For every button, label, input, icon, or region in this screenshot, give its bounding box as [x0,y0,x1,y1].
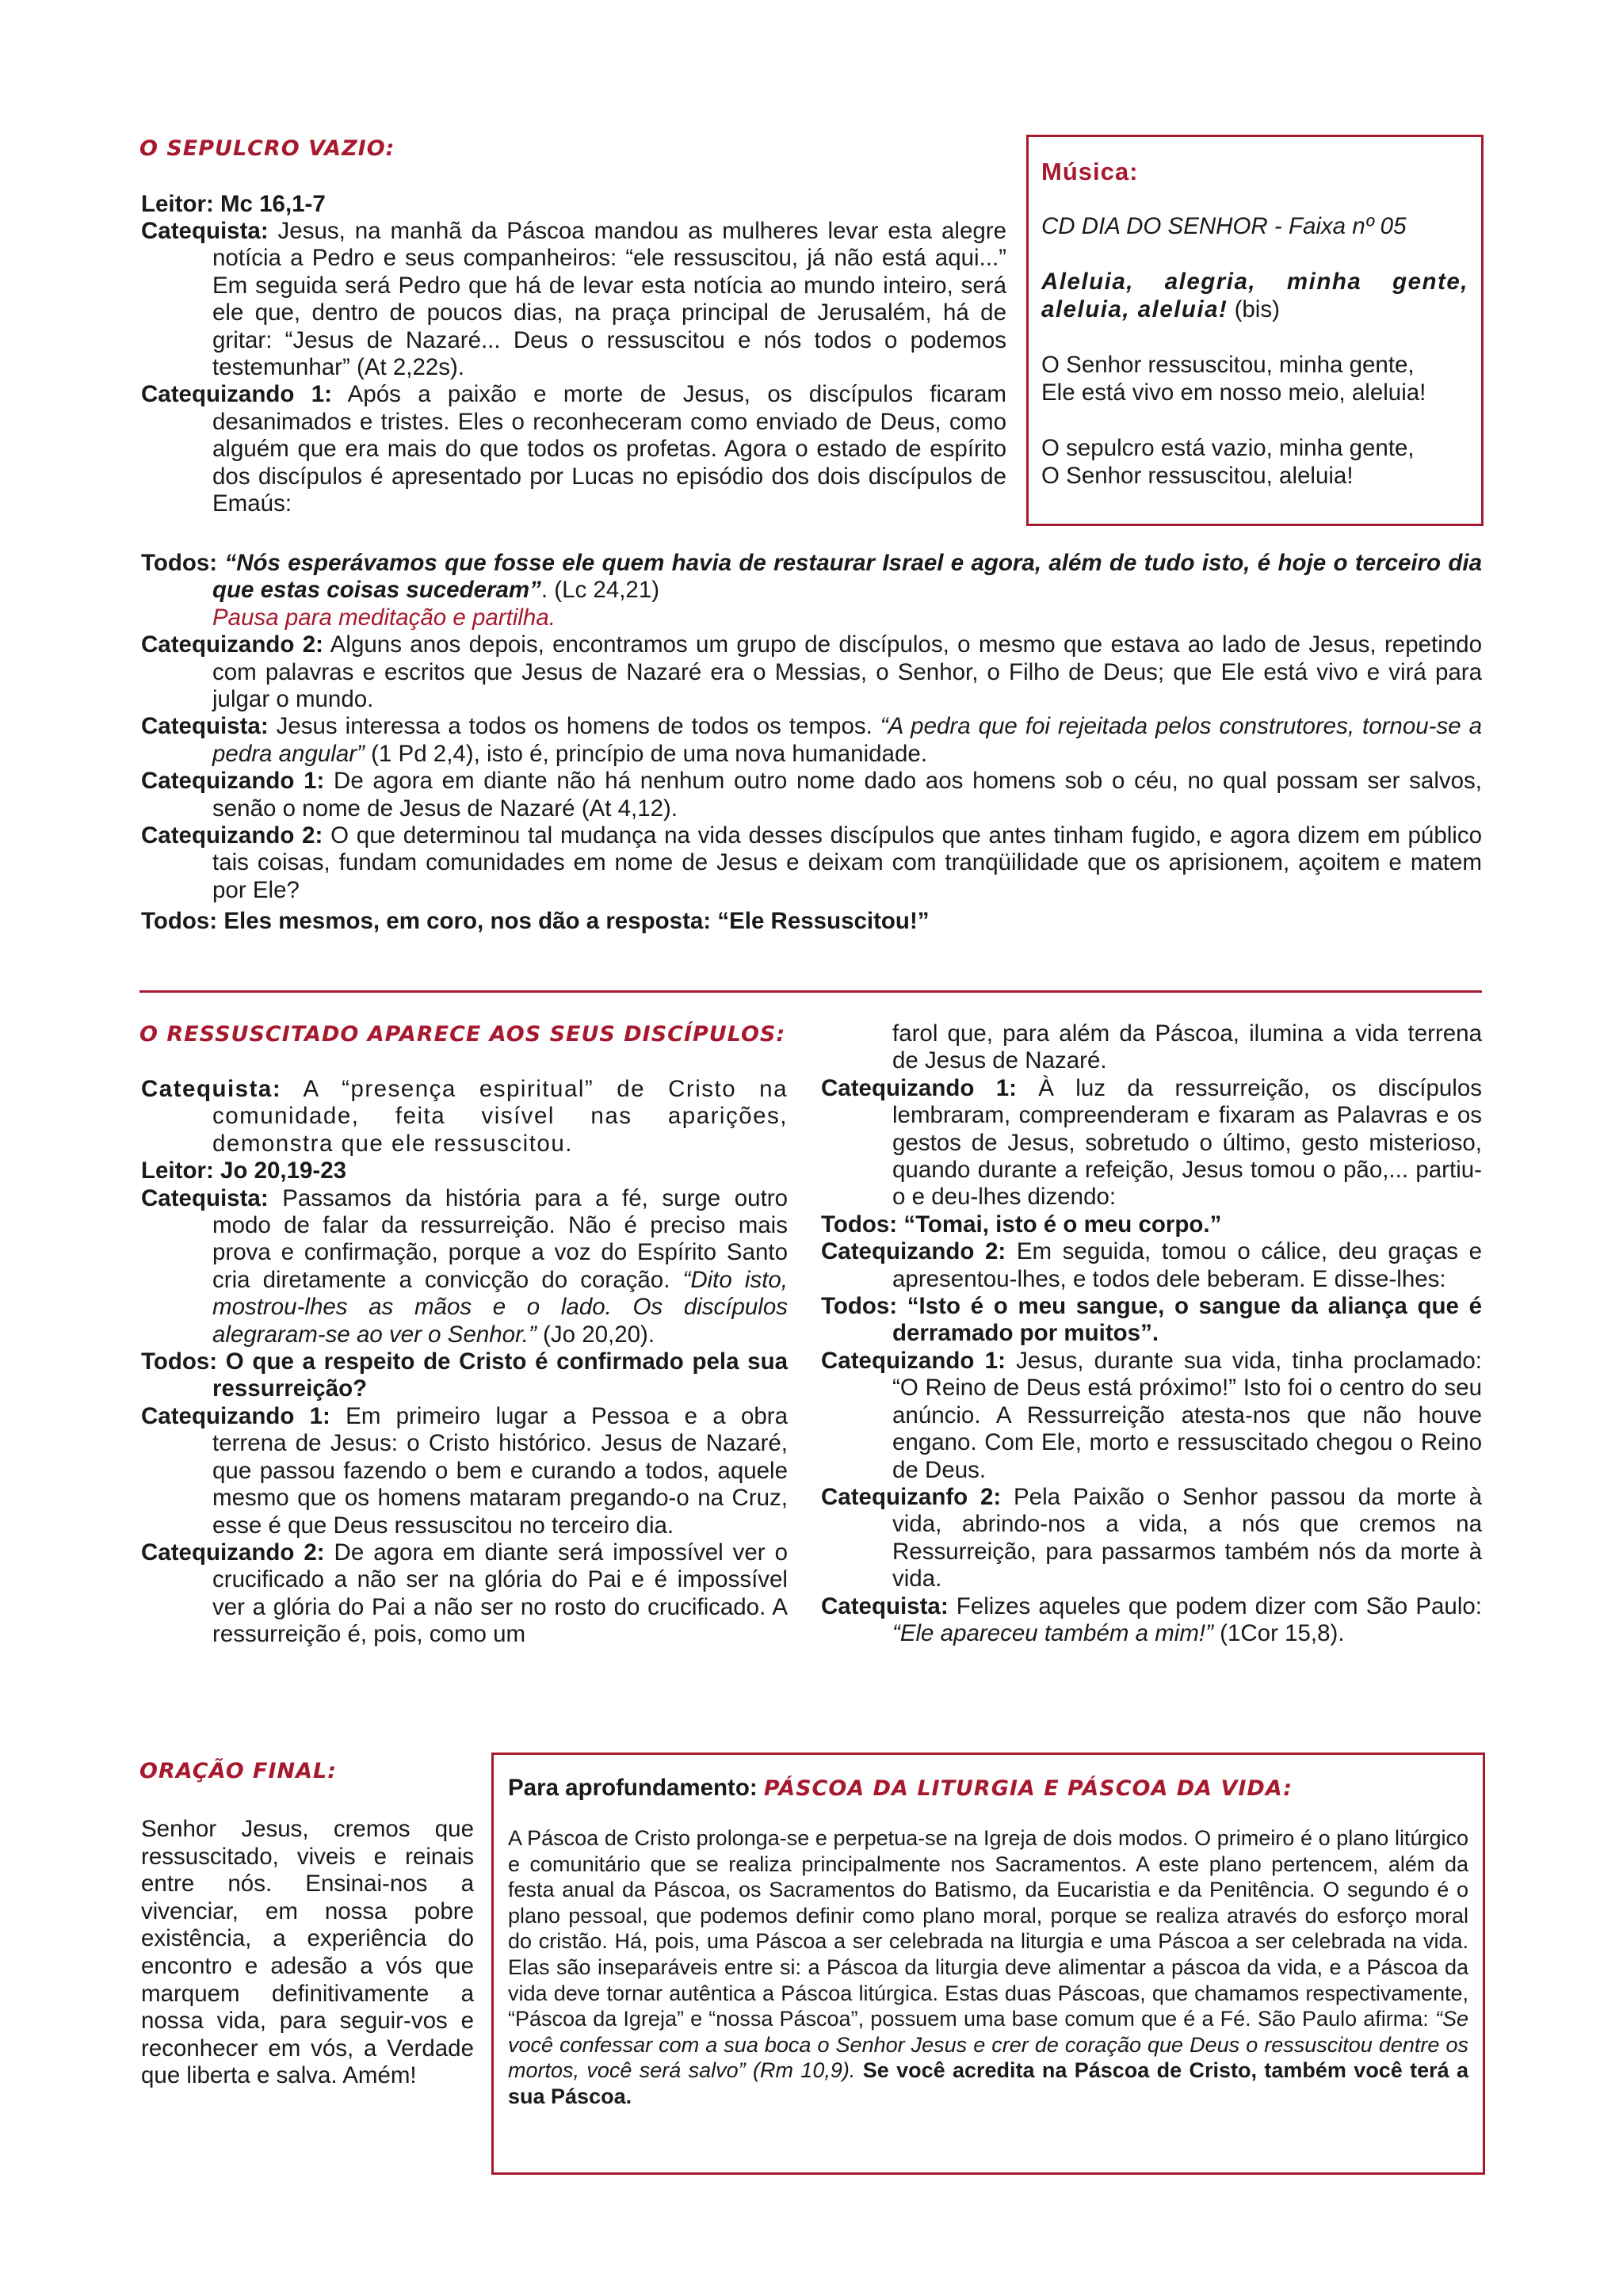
todos-response: Todos: Eles mesmos, em coro, nos dão a resposta: “Ele Ressuscitou!” [141,908,930,935]
dialogue-entry [141,631,1482,713]
dialogue-text: Alguns anos depois, encontramos um grupo de discípulos, o mesmo que estava ao lado de Jesus, repetindo com palavras e escritos que Jesus de Nazaré era o Messias, o Senhor, o Filho de Deus; que Ele está vivo e virá para julgar o mundo. [212,631,1482,713]
music-title: Música: [1041,158,1139,185]
dialogue-text: Jesus interessa a todos os homens de todos os tempos. [268,713,880,740]
reference: . (Lc 24,21) [540,577,660,604]
section-heading-sepulcro: O SEPULCRO VAZIO: [139,136,395,161]
dialogue-entry [141,218,1006,381]
dialogue-text: Jesus, durante sua vida, tinha proclamado: “O Reino de Deus está próximo!” Isto foi o centro do seu anúncio. A Ressurreição atesta-nos que não houve engano. Com Ele, morto e ressuscitado chegou o Reino de Deus. [892,1347,1482,1483]
speaker: Catequizanfo 2: [821,1483,1002,1510]
dialogue-entry [141,768,1482,822]
speaker: Catequizando 2: [141,631,323,658]
dialogue-text: De agora em diante não há nenhum outro nome dado aos homens sob o céu, no qual possam ser salvos, senão o nome de Jesus de Nazaré (At 4,12). [212,768,1482,822]
dialogue-text: (1 Pd 2,4), isto é, princípio de uma nova humanidade. [364,740,927,767]
music-verse2-line1: O sepulcro está vazio, minha gente, [1041,435,1415,461]
dialogue-entry [141,713,1482,768]
section-divider [139,990,1482,993]
speaker: Catequizando 1: [141,768,325,795]
dialogue-text: À luz da ressurreição, os discípulos lembraram, compreenderam e fixaram as Palavras e os gestos de Jesus, sobretudo o último, gesto misterioso, quando durante a refeição, Jesus tomou o pão,... partiu-o e deu-lhes dizendo: [892,1074,1483,1211]
speaker: Catequista: [141,218,269,244]
speaker: Catequista: [141,713,269,740]
dialogue-text: Após a paixão e morte de Jesus, os discípulos ficaram desanimados e tristes. Eles o reconheceram como enviado de Deus, como alguém que era mais do que todos os profetas. Agora o estado de espírito dos discípulos é apresentado por Lucas no episódio dos dois discípulos de Emaús: [212,381,1007,517]
dialogue-text: Pela Paixão o Senhor passou da morte à vida, abrindo-nos a vida, a nós que cremos na Ressurreição, para passarmos também nós da morte à vida. [892,1483,1482,1592]
speaker: Catequizando 1: [821,1347,1006,1374]
quote: “A pedra que foi rejeitada pelos construtores, tornou-se a pedra angular” [212,713,1482,767]
deepening-title [508,1772,1468,1805]
deepening-box [491,1753,1485,2175]
speaker: Catequizando 2: [141,822,323,849]
todos-response: Todos: O que a respeito de Cristo é confirmado pela sua ressurreição? [141,1348,788,1402]
refrain-bis: (bis) [1228,296,1280,322]
dialogue-entry [141,1185,788,1348]
section-heading-ressuscitado: O RESSUSCITADO APARECE AOS SEUS DISCÍPULOS: [139,1022,786,1047]
deepening-conclusion: Se você acredita na Páscoa de Cristo, também você terá a sua Páscoa. [508,2058,1468,2108]
pause-note: Pausa para meditação e partilha. [212,604,556,631]
refrain-text: Aleluia, alegria, minha gente, aleluia, aleluia! [1041,269,1468,322]
dialogue-entry [141,1403,788,1539]
music-refrain [1041,268,1468,323]
speaker: Catequizando 2: [141,1539,325,1566]
speaker: Todos: [141,550,218,576]
dialogue-text: A “presença espiritual” de Cristo na comunidade, feita visível nas aparições, demonstra que ele ressuscitou. [212,1076,788,1157]
dialogue-entry [141,381,1006,517]
section-heading-oracao: ORAÇÃO FINAL: [139,1759,338,1783]
dialogue-text: O que determinou tal mudança na vida desses discípulos que antes tinham fugido, e agora dizem em público tais coisas, fundam comunidades em nome de Jesus e deixam com tranqüilidade que os aprisionem, açoitem e matem por Ele? [212,822,1482,903]
quote: “Ele apareceu também a mim!” [892,1619,1213,1646]
todos-response: Todos: “Isto é o meu sangue, o sangue da aliança que é derramado por muitos”. [821,1293,1482,1347]
music-verse2-line2: O Senhor ressuscitou, aleluia! [1041,463,1354,489]
dialogue-entry [141,1539,788,1649]
dialogue-text: De agora em diante será impossível ver o crucificado a não ser na glória do Pai e é impossível ver a glória do Pai a não ser no rosto do crucificado. A ressurreição é, pois, como um [212,1539,788,1648]
deepening-label: Para aprofundamento: [508,1775,764,1801]
dialogue-entry [821,1348,1482,1484]
todos-response: Todos: “Tomai, isto é o meu corpo.” [821,1211,1222,1238]
dialogue-entry [141,550,1482,631]
speaker: Catequizando 1: [821,1074,1017,1101]
section1-upper-column [141,190,1006,517]
dialogue-text: Passamos da história para a fé, surge outro modo de falar da ressurreição. Não é preciso mais prova e confirmação, porque a voz do Espírito Santo cria diretamente a convicção do coração. [212,1184,788,1293]
dialogue-entry [821,1593,1482,1648]
music-cd: CD DIA DO SENHOR - Faixa nº 05 [1041,213,1407,239]
leitor-line: Leitor: Mc 16,1-7 [141,191,326,217]
oracao-text: Senhor Jesus, cremos que ressuscitado, viveis e reinais entre nós. Ensinai-nos a vivenciar, em nossa pobre existência, a experiência do encontro e adesão a vós que marquem definitivamente a nossa vida, para seguir-vos e reconhecer em vós, a Verdade que liberta e salva. Amém! [141,1816,474,2089]
dialogue-entry [821,1238,1482,1293]
deepening-body: A Páscoa de Cristo prolonga-se e perpetua-se na Igreja de dois modos. O primeiro é o plano litúrgico e comunitário que se realiza principalmente nos Sacramentos. A este plano pertencem, além da festa anual da Páscoa, os Sacramentos do Batismo, da Eucaristia e da Penitência. O segundo é o plano pessoal, que podemos definir como plano moral, porque se realiza através do esforço moral do cristão. Há, pois, uma Páscoa a ser celebrada na liturgia e uma Páscoa a ser celebrada na vida. Elas são inseparáveis entre si: a Páscoa da liturgia deve alimentar a páscoa da vida, e a Páscoa da vida deve tornar autêntica a Páscoa litúrgica. Estas duas Páscoas, que chamamos respectivamente, “Páscoa da Igreja” e “nossa Páscoa”, possuem uma base comum que é a Fé. São Paulo afirma: [508,1826,1468,2031]
deepening-text [508,1825,1468,2110]
section2-left-column [141,1076,788,1649]
speaker: Catequizando 2: [821,1238,1006,1265]
dialogue-entry [821,1484,1482,1593]
quote: “Dito isto, mostrou-lhes as mãos e o lado. Os discípulos alegraram-se ao ver o Senhor.” [212,1266,788,1348]
dialogue-text: (1Cor 15,8). [1212,1619,1345,1646]
dialogue-text: Em primeiro lugar a Pessoa e a obra terrena de Jesus: o Cristo histórico. Jesus de Nazaré, que passou fazendo o bem e curando a todos, aquele mesmo que os homens mataram pregando-o na Cruz, esse é que Deus ressuscitou no terceiro dia. [212,1402,788,1539]
speaker: Catequista: [821,1592,949,1619]
quote: “Nós esperávamos que fosse ele quem havia de restaurar Israel e agora, além de tudo isto, é hoje o terceiro dia que estas coisas sucederam” [212,550,1482,604]
dialogue-text: (Jo 20,20). [536,1321,655,1348]
dialogue-text: Em seguida, tomou o cálice, deu graças e apresentou-lhes, e todos dele beberam. E disse-lhes: [892,1238,1482,1292]
dialogue-text: Felizes aqueles que podem dizer com São Paulo: [948,1592,1482,1619]
speaker: Catequista: [141,1076,282,1102]
deepening-quote: “Se você confessar com a sua boca o Senhor Jesus e crer de coração que Deus o ressuscitou dentre os mortos, você será salvo” (Rm 10,9). [508,2007,1468,2083]
continued-text: farol que, para além da Páscoa, ilumina a vida terrena de Jesus de Nazaré. [892,1020,1482,1074]
music-verse1-line1: O Senhor ressuscitou, minha gente, [1041,352,1415,378]
deepening-heading: PÁSCOA DA LITURGIA E PÁSCOA DA VIDA: [763,1776,1293,1801]
leitor-line: Leitor: Jo 20,19-23 [141,1158,347,1184]
oracao-column [141,1816,474,2090]
dialogue-entry [141,822,1482,904]
speaker: Catequizando 1: [141,381,332,408]
music-verse1-line2: Ele está vivo em nosso meio, aleluia! [1041,379,1426,406]
dialogue-text: Jesus, na manhã da Páscoa mandou as mulheres levar esta alegre notícia a Pedro e seus companheiros: “ele ressuscitou, já não está aqui...” Em seguida será Pedro que há de levar esta notícia ao mundo inteiro, será ele que, dentro de poucos dias, na praça principal de Jerusalém, há de gritar: “Jesus de Nazaré... Deus o ressuscitou e nós todos o podemos testemunhar” (At 2,22s). [212,218,1006,381]
dialogue-entry [821,1075,1482,1211]
section2-right-column [821,1020,1482,1647]
dialogue-entry [141,1076,788,1158]
speaker: Catequizando 1: [141,1402,330,1429]
music-box [1026,135,1484,526]
section1-lower-column [141,550,1482,935]
speaker: Catequista: [141,1184,269,1211]
